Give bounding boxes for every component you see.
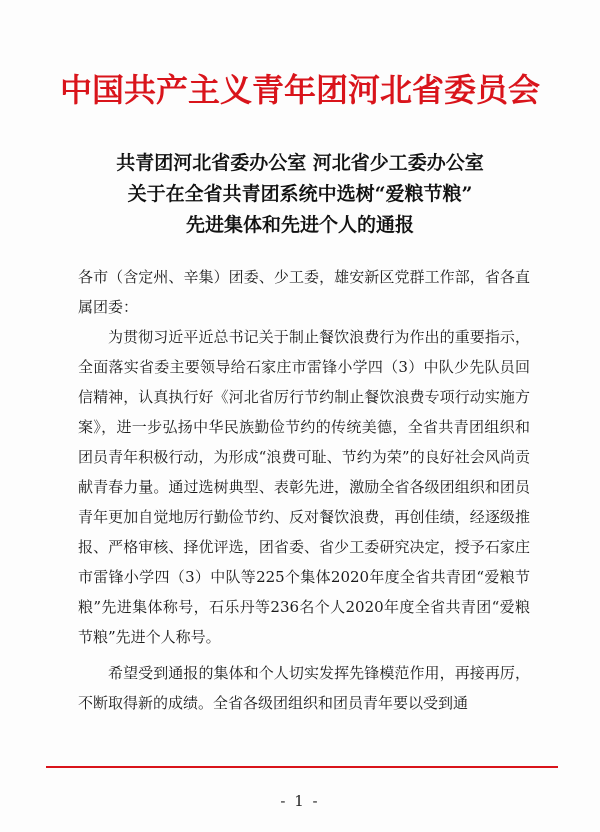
page-number: - 1 -	[280, 792, 320, 810]
organization-header: 中国共产主义青年团河北省委员会	[59, 71, 540, 109]
salutation: 各市（含定州、辛集）团委、少工委，雄安新区党群工作部，省各直属团委：	[78, 268, 530, 316]
notice-body	[78, 262, 530, 718]
paragraph-2: 希望受到通报的集体和个人切实发挥先锋模范作用，再接再厉，不断取得新的成绩。全省各级团组织和团员青年要以受到通	[78, 664, 530, 712]
paragraph-1: 为贯彻习近平近总书记关于制止餐饮浪费行为作出的重要指示，全面落实省委主要领导给石家庄市雷锋小学四（3）中队少先队员回信精神，认真执行好《河北省厉行节约制止餐饮浪费专项行动实施方案》，进一步弘扬中华民族勤俭节约的传统美德，全省共青团组织和团员青年积极行动，为形成“浪费可耻、节约为荣”的良好社会风尚贡献青春力量。通过选树典型、表彰先进，激励全省各级团组织和团员青年更加自觉地厉行勤俭节约、反对餐饮浪费，再创佳绩，经逐级推报、严格审核、择优评选，团省委、省少工委研究决定，授予石家庄市雷锋小学四（3）中队等225个集体2020年度全省共青团“爱粮节粮”先进集体称号，石乐丹等236名个人2020年度全省共青团“爱粮节粮”先进个人称号。	[78, 328, 530, 646]
red-divider-line	[46, 766, 558, 768]
title-line-2: 关于在全省共青团系统中选树“爱粮节粮”	[127, 183, 473, 205]
title-line-1: 共青团河北省委办公室 河北省少工委办公室	[116, 152, 484, 174]
notice-title	[0, 148, 600, 241]
title-line-3: 先进集体和先进个人的通报	[185, 214, 414, 236]
